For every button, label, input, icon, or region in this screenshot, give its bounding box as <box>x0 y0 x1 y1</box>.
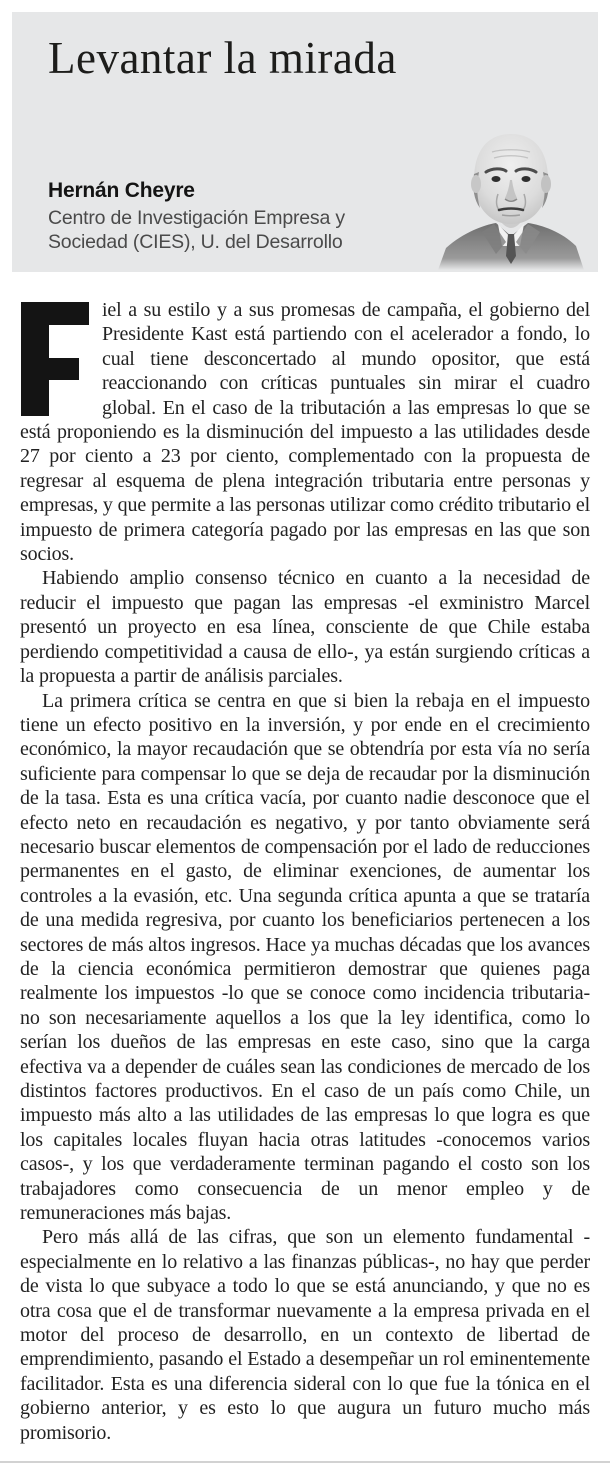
column-header <box>12 12 598 272</box>
author-name: Hernán Cheyre <box>48 179 195 202</box>
drop-cap-f-glyph <box>20 302 90 416</box>
paragraph-4: Pero más allá de las cifras, que son un elemento fundamental -especialmente en lo relativo a las finanzas públicas-, no hay que perder de vista lo que subyace a todo lo que se está anunciando, y que no es otra cosa que el de transformar nuevamente a la empresa privada en el motor del proceso de desarrollo, en un contexto de libertad de emprendimiento, pasando el Estado a desempeñar un rol eminentemente facilitador. Esta es una diferencia sideral con lo que fue la tónica en el gobierno anterior, y es esto lo que augura un futuro mucho más promisorio. <box>20 1226 590 1444</box>
paragraph-1 <box>20 298 590 566</box>
opinion-column-page <box>0 12 610 1463</box>
author-block <box>48 179 345 254</box>
paragraph-1-text: iel a su estilo y a sus promesas de campaña, el gobierno del Presidente Kast está partiendo con el acelerador a fondo, lo cual tiene desconcertado al mundo opositor, que está reaccionando con críticas puntuales sin mirar el cuadro global. En el caso de la tributación a las empresas lo que se está proponiendo es la disminución del impuesto a las utilidades desde 27 por ciento a 23 por ciento, complementado con la propuesta de regresar al esquema de plena integración tributaria entre personas y empresas, y que permite a las personas utilizar como crédito tributario el impuesto de primera categoría pagado por las empresas en las que son socios. <box>20 299 590 566</box>
paragraph-2: Habiendo amplio consenso técnico en cuanto a la necesidad de reducir el impuesto que pagan las empresas -el exministro Marcel presentó un proyecto en esa línea, consciente de que Chile estaba perdiendo competitividad a causa de ello-, ya están surgiendo críticas a la propuesta a partir de análisis parciales. <box>20 567 590 688</box>
page-title: Levantar la mirada <box>48 33 397 83</box>
author-affiliation-line2: Sociedad (CIES), U. del Desarrollo <box>48 231 343 253</box>
portrait-sketch-icon <box>436 122 586 270</box>
article-body <box>20 298 590 1445</box>
drop-cap-letter-f <box>20 302 90 416</box>
paragraph-3: La primera crítica se centra en que si bien la rebaja en el impuesto tiene un efecto positivo en la inversión, y por ende en el crecimiento económico, la mayor recaudación que se obtendría por esta vía no sería suficiente para compensar lo que se deja de recaudar por la disminución de la tasa. Esta es una crítica vacía, por cuanto nadie desconoce que el efecto neto en recaudación es negativo, y por tanto obviamente será necesario buscar elementos de compensación por el lado de reducciones permanentes en el gasto, de eliminar exenciones, de aumentar los controles a la evasión, etc. Una segunda crítica apunta a que se trataría de una medida regresiva, por cuanto los beneficiarios pertenecen a los sectores de más altos ingresos. Hace ya muchas décadas que los avances de la ciencia económica permitieron demostrar que quienes paga realmente los impuestos -lo que se conoce como incidencia tributaria- no son necesariamente aquellos a los que la ley identifica, como lo serían los dueños de las empresas en este caso, sino que la carga efectiva va a depender de cuáles sean las condiciones de mercado de los distintos factores productivos. En el caso de un país como Chile, un impuesto más alto a las utilidades de las empresas lo que logra es que los capitales locales fluyan hacia otras latitudes -conocemos varios casos-, y los que verdaderamente terminan pagando el costo son los trabajadores como consecuencia de un menor empleo y de remuneraciones más bajas. <box>20 689 590 1225</box>
author-portrait-image <box>436 122 586 270</box>
author-affiliation-line1: Centro de Investigación Empresa y <box>48 207 345 229</box>
